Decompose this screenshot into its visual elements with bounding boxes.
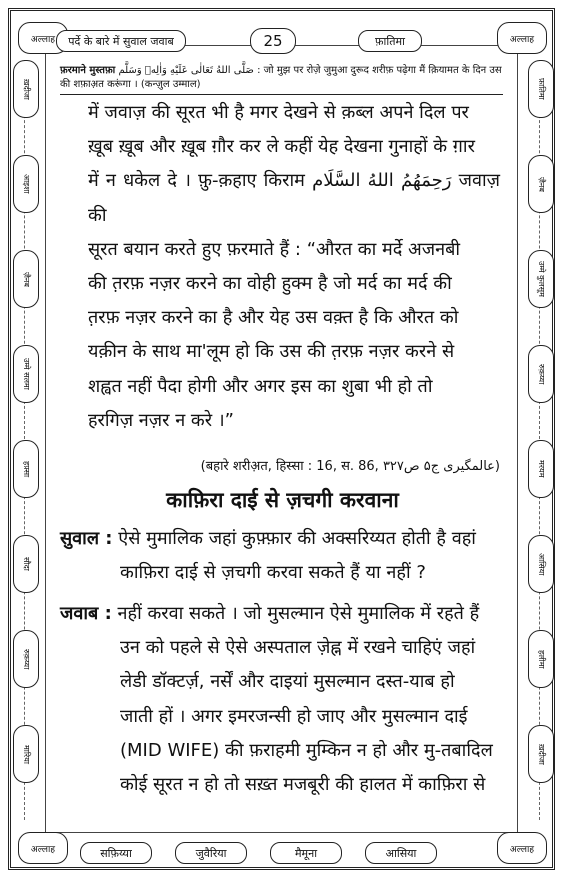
right-medal (528, 250, 554, 308)
medal-label: आइशा (22, 174, 31, 194)
left-medal (13, 60, 39, 118)
reference-citation: (बहारे शरीअ़त, हिस्सा : 16, स. 86, عالمگیری ج۵ ص۳۲۷) (200, 459, 500, 474)
medal-label: ख़दीजा (537, 743, 546, 765)
body-line: की त़रफ़ नज़र करने का वोही हुक्म है जो मर्द का मर्द की (88, 273, 452, 295)
page-number: 25 (250, 28, 296, 54)
answer-line: (MID WIFE) की फ़राहमी मुम्किन न हो और मु-तबादिल (120, 739, 493, 761)
medal-label: आसिया (537, 552, 546, 576)
body-text (88, 96, 500, 438)
medal-label: फ़ातिमा (537, 78, 546, 100)
body-line: में जवाज़ की सूरत भी है मगर देखने से क़ब्ल अपने दिल पर (88, 102, 469, 123)
header-right-label: फ़ातिमा (358, 30, 422, 52)
footer-tag: जुवैरिया (175, 842, 247, 864)
right-medal (528, 630, 554, 688)
medal-label: हफ़्सा (22, 460, 31, 478)
right-medal (528, 60, 554, 118)
body-line: हरगिज़ नज़र न करे ।” (88, 409, 234, 431)
hadith-label: फ़रमाने मुस्तफ़ा (60, 65, 116, 76)
left-medal (13, 155, 39, 213)
answer-line: नहीं करवा सकते । जो मुसल्मान ऐसे मुमालिक में रहते हैं (117, 603, 480, 624)
corner-label: अल्लाह (30, 34, 56, 45)
corner-label: अल्लाह (30, 844, 56, 855)
left-medal (13, 630, 39, 688)
left-medal (13, 440, 39, 498)
question-block (60, 522, 505, 590)
hadith-arabic: صَلَّى اللهُ تَعَالٰى عَلَيْهِ وَاٰلِهٖ وَسَلَّم (118, 65, 254, 76)
medal-label: उम्मे कुलसूम (537, 261, 546, 297)
medal-label: ज़ैनब (22, 271, 31, 287)
hadith-text: : जो मुझ पर रोज़े जुमुआ दुरूद शरीफ़ पढ़ेगा मैं क़ियामत के दिन उस की शफ़ाअ़त करूंगा । (60, 65, 502, 90)
medal-label: ज़ैनब (537, 176, 546, 192)
question-line: ऐसे मुमालिक जहां कुफ़्फ़ार की अक्सरिय्यत होती है वहां (118, 528, 476, 549)
left-medal (13, 250, 39, 308)
question-line: काफ़िरा दाई से ज़चगी करवा सकते हैं या नहीं ? (120, 562, 426, 584)
medal-label: उम्मे सलमा (22, 358, 31, 390)
question-label: सुवाल : (60, 528, 113, 549)
book-title: पर्दे के बारे में सुवाल जवाब (56, 30, 186, 52)
left-medal (13, 725, 39, 783)
body-line: सूरत बयान करते हुए फ़रमाते हैं : “औरत का मर्दे अजनबी (88, 238, 461, 260)
right-medal (528, 155, 554, 213)
corner-ornament-bottom-left (18, 832, 68, 864)
section-heading: काफ़िरा दाई से ज़चगी करवाना (166, 488, 399, 512)
answer-line: जाती हों । अगर इमरजन्सी हो जाए और मुसल्मान दाई (120, 705, 468, 727)
left-medal (13, 345, 39, 403)
medal-label: सौदा (22, 557, 31, 571)
body-line: में न धकेल दे । फ़ु-क़हाए किराम رَحِمَهُمُ اللهُ السَّلَام जवाज़ की (88, 170, 501, 226)
medal-label: रुक़य्या (537, 363, 546, 385)
right-medal (528, 535, 554, 593)
footer-tag: आसिया (365, 842, 437, 864)
medal-label: मारिया (22, 744, 31, 764)
hadith-banner (60, 64, 503, 95)
footer-tag: मैमूना (270, 842, 342, 864)
footer-tag: सफ़िय्या (80, 842, 152, 864)
right-medal (528, 725, 554, 783)
corner-label: अल्लाह (509, 34, 535, 45)
left-border-ornament (14, 60, 36, 820)
hadith-source: (कन्ज़ुल उम्माल) (140, 79, 201, 90)
corner-ornament-bottom-right (497, 832, 547, 864)
right-border-ornament (529, 60, 551, 820)
body-line: त़रफ़ नज़र करने का है और येह उस वक़्त है कि औरत को (88, 307, 459, 329)
answer-line: लेडी डॉक्टर्ज़, नर्सें और दाइयां मुसल्मान दस्त-याब हो (120, 671, 455, 693)
corner-ornament-top-right (497, 22, 547, 54)
right-medal (528, 345, 554, 403)
answer-line: उन को पहले से ऐसे अस्पताल ज़ेह्न में रखने चाहिएं जहां (120, 637, 476, 659)
left-medal (13, 535, 39, 593)
body-line: यक़ीन के साथ मा'लूम हो कि उस की त़रफ़ नज़र करने से (88, 341, 455, 363)
answer-block (60, 597, 505, 802)
body-line: ख़ूब ख़ूब और ख़ूब ग़ौर कर ले कहीं येह देखना गुनाहों के ग़ार (88, 136, 475, 158)
medal-label: ख़दीजा (22, 78, 31, 100)
right-medal (528, 440, 554, 498)
answer-label: जवाब : (60, 603, 112, 624)
answer-line: कोई सूरत न हो तो सख़्त मजबूरी की हालत में काफ़िरा से (120, 774, 486, 796)
medal-label: रुक़य्या (22, 648, 31, 670)
medal-label: मरयम (537, 460, 546, 478)
body-line: शह्वत नहीं पैदा होगी और अगर इस का शुबा भी हो तो (88, 375, 433, 397)
corner-label: अल्लाह (509, 844, 535, 855)
medal-label: हलीमा (537, 649, 546, 669)
